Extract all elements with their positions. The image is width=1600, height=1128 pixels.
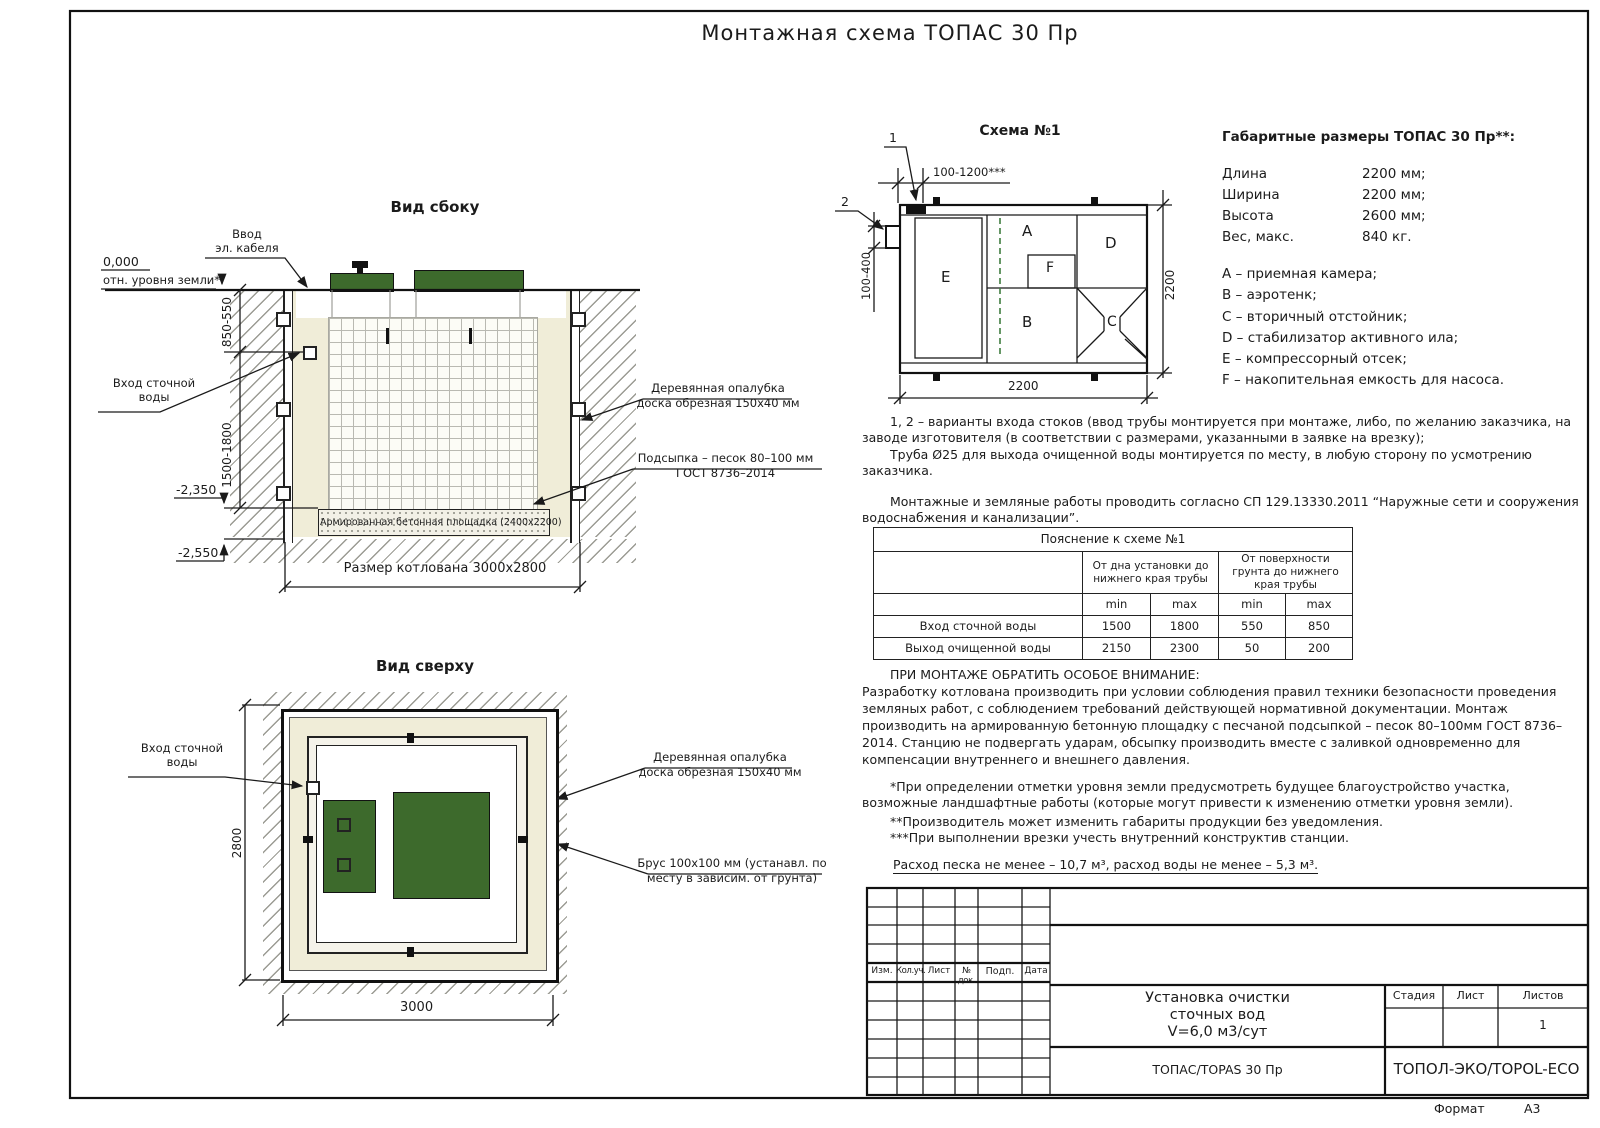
- note-pipe: Труба Ø25 для выхода очищенной воды монтируется по месту, в любую сторону по усмотрению заказчика.: [862, 447, 1532, 478]
- tb-stage-label: Стадия: [1392, 989, 1436, 1002]
- tb-sheet-label: Лист: [1456, 989, 1485, 1002]
- tb-product-l2: сточных вод: [1169, 1007, 1266, 1023]
- topview-title: Вид сверху: [375, 657, 475, 675]
- spec-label: Ширина: [1222, 187, 1280, 203]
- compartment-a: A: [1022, 222, 1033, 240]
- spec-label: Длина: [1222, 166, 1268, 182]
- label-inlet-top-l2: воды: [166, 755, 198, 769]
- tb-header-ndok: № док.: [957, 966, 976, 986]
- legend-item: D – стабилизатор активного ила;: [1222, 329, 1459, 346]
- table-blank: [874, 594, 1083, 616]
- tb-model: ТОПАС/TOPAS 30 Пр: [1152, 1062, 1283, 1077]
- legend-item: E – компрессорный отсек;: [1222, 351, 1407, 368]
- schema-callout-1: 1: [889, 130, 897, 145]
- table-cell: 2300: [1151, 638, 1219, 660]
- dim-depth-lower: 1500-1800: [220, 422, 234, 488]
- consumption-text: Расход песка не менее – 10,7 м³, расход воды не менее – 5,3 м³.: [893, 857, 1319, 872]
- tb-sheets-label: Листов: [1522, 989, 1564, 1002]
- table-corner: [874, 552, 1083, 594]
- specs-heading: Габаритные размеры ТОПАС 30 Пр**:: [1222, 129, 1515, 145]
- attention-body: Разработку котлована производить при условии соблюдения правил техники безопасности проведения земляных работ, с соблюдением требований действующей нормативной документации. Монтаж производить на армированную бетонную площадку с песчаной подсыпкой – песок 80–100мм ГОСТ 8736–2014. Станцию не подвергать ударам, обсыпку производить вместе с заливкой одновременно для компенсации внутреннего и внешнего давления.: [862, 684, 1563, 767]
- tb-header-data: Дата: [1024, 966, 1048, 976]
- dim-depth-upper: 850-550: [220, 296, 234, 348]
- label-inlet-top: [126, 741, 238, 769]
- table-cell: 1500: [1083, 616, 1151, 638]
- sideview-title: Вид сбоку: [390, 198, 480, 216]
- legend-item: A – приемная камера;: [1222, 266, 1378, 282]
- label-inlet-side-l2: воды: [138, 390, 170, 404]
- tb-product-l1: Установка очистки: [1145, 990, 1290, 1006]
- table-min: min: [1219, 594, 1286, 616]
- label-level-2350: -2,350: [176, 482, 217, 497]
- label-formwork-side-l2: доска обрезная 150х40 мм: [636, 396, 800, 410]
- label-zero-mark: 0,000: [103, 254, 139, 269]
- label-level-2550: -2,550: [178, 545, 219, 560]
- tb-header-podp: Подп.: [985, 966, 1015, 977]
- specs-rows: [1222, 164, 1532, 248]
- legend-item: B – аэротенк;: [1222, 287, 1317, 304]
- spec-value: 2600 мм;: [1362, 208, 1426, 224]
- table-cell: 1800: [1151, 616, 1219, 638]
- label-formwork-top: [630, 750, 810, 780]
- format-value: А3: [1524, 1101, 1541, 1116]
- spec-value: 2200 мм;: [1362, 187, 1426, 203]
- compartment-f: F: [1046, 260, 1055, 276]
- format-label: Формат: [1434, 1101, 1485, 1116]
- schema-dim-bottom: 2200: [1008, 379, 1039, 393]
- footnote-3: ***При выполнении врезки учесть внутренний конструктив станции.: [890, 830, 1350, 845]
- table-group1: От дна установки до нижнего края трубы: [1083, 552, 1219, 594]
- table-cell: 50: [1219, 638, 1286, 660]
- label-sand-bed-l1: Подсыпка – песок 80–100 мм: [637, 451, 814, 465]
- label-beam-l2: месту в зависим. от грунта): [646, 871, 818, 885]
- schema-title: Схема №1: [979, 123, 1061, 139]
- label-formwork-side-l1: Деревянная опалубка: [651, 381, 785, 395]
- table-row-label: Вход сточной воды: [874, 616, 1083, 638]
- spec-value: 2200 мм;: [1362, 166, 1426, 182]
- label-inlet-side: [98, 376, 210, 404]
- tb-header-list: Лист: [927, 966, 951, 976]
- label-sand-bed: [623, 451, 828, 481]
- spec-row: [1222, 164, 1532, 185]
- table-max: max: [1151, 594, 1219, 616]
- schema-callout-2: 2: [841, 194, 849, 209]
- label-sand-bed-l2: ГОСТ 8736–2014: [675, 466, 776, 480]
- label-cable-entry-l1: Ввод: [232, 227, 262, 241]
- compartment-b: B: [1022, 313, 1033, 331]
- spec-row: [1222, 227, 1532, 248]
- label-formwork-top-l2: доска обрезная 150х40 мм: [638, 765, 802, 779]
- legend-item: F – накопительная емкость для насоса.: [1222, 372, 1505, 389]
- label-cable-entry-l2: эл. кабеля: [215, 241, 279, 255]
- table-row-label: Выход очищенной воды: [874, 638, 1083, 660]
- specs-legend: [1222, 264, 1504, 392]
- dim-2800: 2800: [230, 827, 244, 859]
- tb-sheets-value: 1: [1539, 1018, 1547, 1032]
- tb-product: [1050, 990, 1385, 1041]
- label-inlet-top-l1: Вход сточной: [140, 741, 224, 755]
- legend-item: C – вторичный отстойник;: [1222, 308, 1408, 325]
- notes-block: [862, 414, 1584, 525]
- table-cell: 200: [1286, 638, 1353, 660]
- label-beam: [632, 856, 832, 886]
- consumption-note: [893, 857, 1318, 872]
- table-max: max: [1286, 594, 1353, 616]
- compartment-e: E: [941, 268, 951, 286]
- note-works: Монтажные и земляные работы проводить согласно СП 129.13330.2011 “Наружные сети и сооружения водоснабжения и канализации”.: [862, 494, 1579, 525]
- schema-dim-top: 100-1200***: [933, 165, 1006, 179]
- page-title: Монтажная схема ТОПАС 30 Пр: [701, 21, 1079, 45]
- dim-3000: 3000: [400, 1000, 434, 1015]
- compartment-c: C: [1107, 314, 1117, 330]
- spec-row: [1222, 206, 1532, 227]
- schema-dim-left: 100-400: [859, 251, 873, 301]
- note-variants: 1, 2 – варианты входа стоков (ввод трубы монтируется при монтаже, либо, по желанию заказчика, на заводе изготовителя (в соответствии с размерами, указанными в заявке на врезку);: [862, 414, 1572, 445]
- label-formwork-top-l1: Деревянная опалубка: [653, 750, 787, 764]
- tb-company: ТОПОЛ-ЭКО/TOPOL-ECO: [1393, 1060, 1580, 1078]
- label-inlet-side-l1: Вход сточной: [112, 376, 196, 390]
- compartment-d: D: [1105, 234, 1117, 252]
- attention-heading: ПРИ МОНТАЖЕ ОБРАТИТЬ ОСОБОЕ ВНИМАНИЕ:: [890, 667, 1200, 682]
- spec-label: Высота: [1222, 208, 1274, 224]
- footnote-1: *При определении отметки уровня земли предусмотреть будущее благоустройство участка, возможные ландшафтные работы (которые могут привести к изменению отметки уровня земли).: [862, 779, 1514, 810]
- footnote-2: **Производитель может изменить габариты продукции без уведомления.: [890, 814, 1383, 829]
- footnotes-block: [862, 779, 1588, 846]
- table-cell: 2150: [1083, 638, 1151, 660]
- label-formwork-side: [628, 381, 808, 411]
- spec-row: [1222, 185, 1532, 206]
- label-cable-entry: [203, 227, 291, 255]
- label-pit-size: Размер котлована 3000х2800: [343, 561, 547, 576]
- schema-dim-right: 2200: [1163, 269, 1177, 301]
- spec-value: 840 кг.: [1362, 229, 1412, 245]
- table-min: min: [1083, 594, 1151, 616]
- explanation-table: [873, 527, 1353, 660]
- table-group2: От поверхности грунта до нижнего края трубы: [1219, 552, 1353, 594]
- table-cell: 550: [1219, 616, 1286, 638]
- tb-header-izm: Изм.: [871, 966, 893, 976]
- spec-label: Вес, макс.: [1222, 229, 1294, 245]
- table-title: Пояснение к схеме №1: [874, 528, 1353, 552]
- label-beam-l1: Брус 100х100 мм (устанавл. по: [637, 856, 827, 870]
- tb-header-koluch: Кол.уч.: [896, 966, 926, 976]
- attention-block: [862, 666, 1588, 768]
- tb-product-l3: V=6,0 м3/сут: [1167, 1024, 1268, 1040]
- table-cell: 850: [1286, 616, 1353, 638]
- label-concrete-pad: Армированная бетонная площадка (2400х2200): [320, 517, 562, 528]
- label-ground-ref: отн. уровня земли*: [103, 273, 221, 287]
